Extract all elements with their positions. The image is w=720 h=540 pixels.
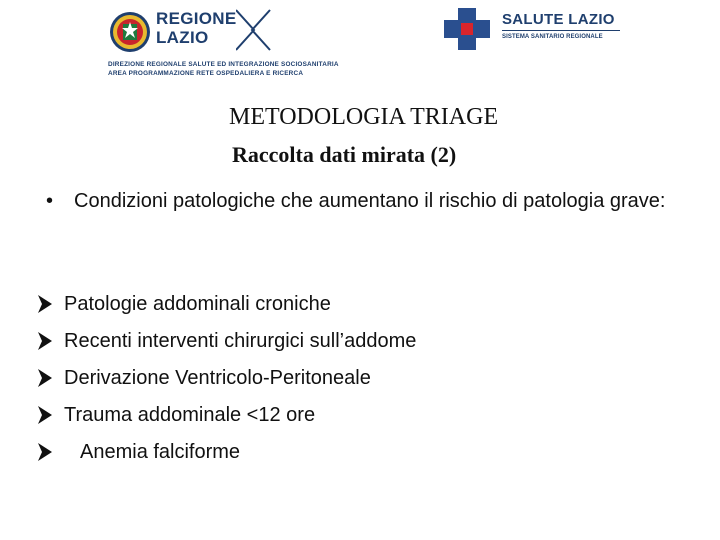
regione-lazio-emblem-icon — [108, 10, 152, 54]
department-line-2: AREA PROGRAMMAZIONE RETE OSPEDALIERA E RICERCA — [108, 70, 304, 77]
list-item-text: Recenti interventi chirurgici sull’addome — [64, 330, 417, 352]
arrowhead-bullet-icon — [36, 294, 54, 314]
list-item-text: Anemia falciforme — [80, 441, 241, 463]
department-text — [108, 60, 428, 78]
department-line-1: DIREZIONE REGIONALE SALUTE ED INTEGRAZIONE SOCIOSANITARIA — [108, 61, 339, 68]
salute-lazio-cross-icon — [444, 8, 490, 50]
list-item — [36, 401, 676, 438]
salute-lazio-title: SALUTE LAZIO — [502, 11, 615, 28]
list-item — [36, 364, 676, 401]
intro-bullet — [46, 187, 680, 215]
chevron-decoration-icon — [236, 8, 272, 52]
slide-header — [0, 0, 720, 90]
slide-subtitle: Raccolta dati mirata (2) — [232, 142, 457, 167]
salute-lazio-rule — [502, 30, 620, 31]
conditions-list — [36, 290, 676, 475]
list-item-text: Trauma addominale <12 ore — [64, 404, 316, 426]
list-item-text: Patologie addominali croniche — [64, 293, 331, 315]
intro-bullet-text: Condizioni patologiche che aumentano il rischio di patologia grave: — [74, 190, 666, 212]
list-item — [36, 438, 676, 475]
regione-line: REGIONE — [156, 9, 237, 28]
arrowhead-bullet-icon — [36, 331, 54, 351]
list-item-text: Derivazione Ventricolo-Peritoneale — [64, 367, 371, 389]
slide-title: METODOLOGIA TRIAGE — [229, 104, 499, 130]
arrowhead-bullet-icon — [36, 405, 54, 425]
salute-lazio-subtitle: SISTEMA SANITARIO REGIONALE — [502, 34, 603, 40]
list-item — [36, 290, 676, 327]
bullet-dot-icon: • — [46, 190, 54, 212]
arrowhead-bullet-icon — [36, 442, 54, 462]
arrowhead-bullet-icon — [36, 368, 54, 388]
list-item — [36, 327, 676, 364]
lazio-line: LAZIO — [156, 28, 209, 47]
